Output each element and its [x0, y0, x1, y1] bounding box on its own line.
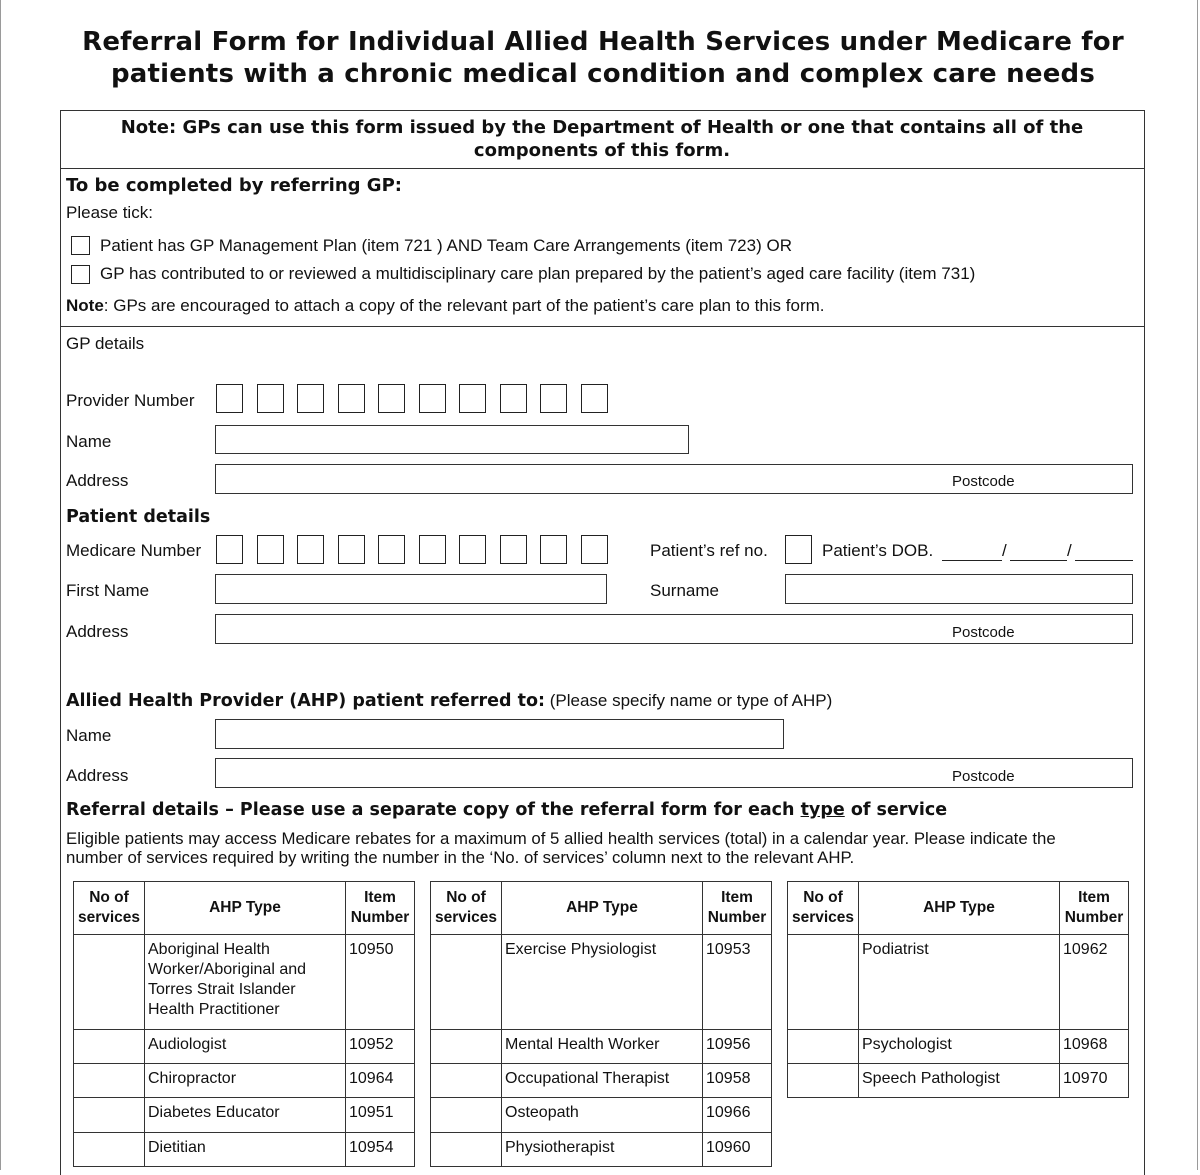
item-number-cell: 10960: [703, 1133, 772, 1167]
table-header: [431, 882, 502, 935]
ahp-table: [430, 881, 772, 1167]
first-name-field[interactable]: [215, 574, 607, 604]
table-row: [74, 935, 415, 1030]
table-header: [1060, 882, 1129, 935]
item-number-cell: 10964: [346, 1064, 415, 1098]
ahp-name-label: Name: [66, 726, 112, 745]
medicare-number-digit-box[interactable]: [459, 535, 486, 564]
ahp-type-cell: [145, 935, 346, 1030]
ahp-type-cell: [859, 1064, 1060, 1098]
table-header-text: Item: [1078, 889, 1110, 906]
no-of-services-cell[interactable]: [788, 1030, 859, 1064]
table-header-row: [74, 882, 415, 935]
table-header: [346, 882, 415, 935]
referral-heading: [66, 800, 947, 820]
no-of-services-cell[interactable]: [74, 1064, 145, 1098]
gp-name-label: Name: [66, 432, 112, 451]
table-row: [788, 1064, 1129, 1098]
ahp-table: [787, 881, 1129, 1098]
table-header: [145, 882, 346, 935]
note-line-1: Note: GPs can use this form issued by the Department of Health or one that contains all of the: [120, 117, 1084, 138]
medicare-number-label: Medicare Number: [66, 541, 202, 560]
table-row: [431, 1030, 772, 1064]
provider-number-digit-box[interactable]: [419, 384, 446, 413]
table-header: [703, 882, 772, 935]
form-title: [60, 26, 1146, 90]
item-number-cell: 10970: [1060, 1064, 1129, 1098]
dob-year-line[interactable]: [1075, 560, 1133, 561]
patient-dob-label: Patient’s DOB.: [822, 541, 934, 560]
gp-note-text: : GPs are encouraged to attach a copy of the relevant part of the patient’s care plan to this form.: [103, 296, 825, 315]
medicare-number-digit-box[interactable]: [540, 535, 567, 564]
item-number-cell: 10950: [346, 935, 415, 1030]
table-row: [431, 1064, 772, 1098]
ahp-type-text: Podiatrist: [862, 941, 929, 958]
no-of-services-cell[interactable]: [74, 1133, 145, 1167]
table-header: [502, 882, 703, 935]
table-row: [431, 1133, 772, 1167]
table-header-text: services: [434, 909, 498, 926]
no-of-services-cell[interactable]: [788, 1064, 859, 1098]
patient-details-heading: Patient details: [66, 507, 211, 527]
provider-number-digit-box[interactable]: [459, 384, 486, 413]
ahp-type-cell: [145, 1064, 346, 1098]
gp-management-plan-checkbox[interactable]: [71, 236, 90, 255]
table-header: [788, 882, 859, 935]
provider-number-digit-box[interactable]: [581, 384, 608, 413]
please-tick-label: Please tick:: [66, 203, 153, 222]
table-row: [74, 1133, 415, 1167]
ahp-type-cell: [502, 1133, 703, 1167]
table-row: [74, 1064, 415, 1098]
ahp-type-cell: [145, 1098, 346, 1133]
table-row: [74, 1098, 415, 1133]
gp-address-label: Address: [66, 471, 129, 490]
referral-heading-a: Referral details: [66, 800, 219, 820]
patient-ref-box[interactable]: [785, 535, 812, 564]
provider-number-digit-box[interactable]: [216, 384, 243, 413]
table-header: [859, 882, 1060, 935]
ahp-type-text: Audiologist: [148, 1036, 227, 1053]
ahp-type-text: Mental Health Worker: [505, 1036, 660, 1053]
gp-section-heading: To be completed by referring GP:: [66, 175, 402, 196]
no-of-services-cell[interactable]: [74, 935, 145, 1030]
no-of-services-cell[interactable]: [431, 1098, 502, 1133]
patient-address-label: Address: [66, 622, 129, 641]
care-plan-contributed-checkbox[interactable]: [71, 265, 90, 284]
no-of-services-cell[interactable]: [74, 1098, 145, 1133]
patient-postcode-label: Postcode: [952, 624, 1015, 641]
referral-heading-type: type: [800, 800, 845, 820]
table-header-text: No of: [89, 889, 129, 906]
care-plan-contributed-label: GP has contributed to or reviewed a multidisciplinary care plan prepared by the patient’s aged care facility (item 731): [100, 264, 976, 283]
table-row: [788, 1030, 1129, 1064]
table-header-text: Item: [721, 889, 753, 906]
item-number-cell: 10962: [1060, 935, 1129, 1030]
table-header-text: AHP Type: [923, 899, 995, 916]
table-header-text: Number: [707, 909, 767, 926]
ahp-type-text: Aboriginal Health: [148, 941, 270, 958]
page-edge: [0, 0, 1, 1170]
table-header-text: services: [77, 909, 141, 926]
ahp-type-cell: [859, 1030, 1060, 1064]
ahp-type-cell: [145, 1030, 346, 1064]
gp-postcode-label: Postcode: [952, 473, 1015, 490]
table-header-row: [431, 882, 772, 935]
ahp-type-cell: [859, 935, 1060, 1030]
table-header-text: services: [791, 909, 855, 926]
medicare-number-digit-box[interactable]: [419, 535, 446, 564]
table-row: [74, 1030, 415, 1064]
table-row: [431, 935, 772, 1030]
ahp-heading: [66, 691, 832, 711]
ahp-type-cell: [502, 935, 703, 1030]
no-of-services-cell[interactable]: [431, 935, 502, 1030]
dob-day-line[interactable]: [942, 560, 1002, 561]
dob-month-line[interactable]: [1010, 560, 1067, 561]
table-row: [431, 1098, 772, 1133]
medicare-number-digit-box[interactable]: [216, 535, 243, 564]
medicare-number-digit-box[interactable]: [257, 535, 284, 564]
table-header-text: No of: [803, 889, 843, 906]
item-number-cell: 10956: [703, 1030, 772, 1064]
ahp-type-text: Osteopath: [505, 1104, 579, 1121]
referral-heading-b: – Please use a separate copy of the referral form for each: [218, 800, 801, 820]
item-number-cell: 10968: [1060, 1030, 1129, 1064]
provider-number-digit-box[interactable]: [297, 384, 324, 413]
item-number-cell: 10953: [703, 935, 772, 1030]
referral-heading-c: of service: [844, 800, 948, 820]
table-header-text: AHP Type: [209, 899, 281, 916]
form-title-line-1: Referral Form for Individual Allied Health Services under Medicare for: [82, 27, 1124, 57]
item-number-cell: 10958: [703, 1064, 772, 1098]
ahp-type-text: Physiotherapist: [505, 1139, 615, 1156]
table-row: [788, 935, 1129, 1030]
dob-separator: /: [1002, 541, 1007, 560]
patient-ref-label: Patient’s ref no.: [650, 541, 768, 560]
first-name-label: First Name: [66, 581, 150, 600]
provider-number-digit-box[interactable]: [378, 384, 405, 413]
ahp-heading-hint: (Please specify name or type of AHP): [544, 691, 833, 710]
gp-management-plan-label: Patient has GP Management Plan (item 721 ) AND Team Care Arrangements (item 723) OR: [100, 236, 792, 255]
referral-body-line-1: Eligible patients may access Medicare rebates for a maximum of 5 allied health services (total) in a calendar year. Please indicate the: [66, 829, 1056, 848]
ahp-type-cell: [145, 1133, 346, 1167]
table-header-text: AHP Type: [566, 899, 638, 916]
table-header-text: No of: [446, 889, 486, 906]
ahp-type-text: Speech Pathologist: [862, 1070, 1000, 1087]
item-number-cell: 10951: [346, 1098, 415, 1133]
dob-separator: /: [1067, 541, 1072, 560]
gp-name-field[interactable]: [215, 425, 689, 454]
ahp-type-cell: [502, 1030, 703, 1064]
medicare-number-digit-box[interactable]: [378, 535, 405, 564]
ahp-heading-text: Allied Health Provider (AHP) patient referred to:: [66, 691, 545, 711]
ahp-type-cell: [502, 1098, 703, 1133]
item-number-cell: 10952: [346, 1030, 415, 1064]
referral-body: [66, 829, 1056, 867]
provider-number-digit-box[interactable]: [500, 384, 527, 413]
medicare-number-digit-box[interactable]: [500, 535, 527, 564]
form-title-line-2: patients with a chronic medical condition and complex care needs: [110, 59, 1096, 89]
ahp-type-text: Dietitian: [148, 1139, 206, 1156]
gp-details-heading: GP details: [66, 334, 145, 353]
note-box: [62, 116, 1142, 162]
ahp-table: [73, 881, 415, 1167]
no-of-services-cell[interactable]: [431, 1064, 502, 1098]
surname-field[interactable]: [785, 574, 1133, 604]
no-of-services-cell[interactable]: [74, 1030, 145, 1064]
divider: [60, 326, 1145, 327]
gp-note: [66, 296, 825, 316]
ahp-type-text: Exercise Physiologist: [505, 941, 657, 958]
ahp-address-label: Address: [66, 766, 129, 785]
provider-number-label: Provider Number: [66, 391, 195, 410]
table-header: [74, 882, 145, 935]
note-line-2: components of this form.: [473, 140, 731, 161]
no-of-services-cell[interactable]: [788, 935, 859, 1030]
provider-number-digit-box[interactable]: [338, 384, 365, 413]
ahp-type-text: Diabetes Educator: [148, 1104, 280, 1121]
gp-note-label: Note: [66, 296, 104, 315]
table-header-row: [788, 882, 1129, 935]
ahp-type-cell: [502, 1064, 703, 1098]
item-number-cell: 10966: [703, 1098, 772, 1133]
referral-body-line-2: number of services required by writing the number in the ‘No. of services’ column next to the relevant AHP.: [66, 848, 855, 867]
ahp-type-text: Chiropractor: [148, 1070, 237, 1087]
item-number-cell: 10954: [346, 1133, 415, 1167]
divider: [60, 168, 1145, 169]
ahp-type-text: Psychologist: [862, 1036, 952, 1053]
page-edge: [1197, 0, 1198, 1170]
medicare-number-digit-box[interactable]: [338, 535, 365, 564]
provider-number-digit-box[interactable]: [540, 384, 567, 413]
provider-number-digit-box[interactable]: [257, 384, 284, 413]
ahp-name-field[interactable]: [215, 719, 784, 749]
surname-label: Surname: [650, 581, 719, 600]
table-header-text: Number: [350, 909, 410, 926]
ahp-type-text: Torres Strait Islander: [148, 981, 296, 998]
table-header-text: Item: [364, 889, 396, 906]
no-of-services-cell[interactable]: [431, 1133, 502, 1167]
medicare-number-digit-box[interactable]: [581, 535, 608, 564]
no-of-services-cell[interactable]: [431, 1030, 502, 1064]
ahp-type-text: Health Practitioner: [148, 1001, 280, 1018]
ahp-type-text: Occupational Therapist: [505, 1070, 670, 1087]
ahp-type-text: Worker/Aboriginal and: [148, 961, 307, 978]
medicare-number-digit-box[interactable]: [297, 535, 324, 564]
table-header-text: Number: [1064, 909, 1124, 926]
ahp-postcode-label: Postcode: [952, 768, 1015, 785]
